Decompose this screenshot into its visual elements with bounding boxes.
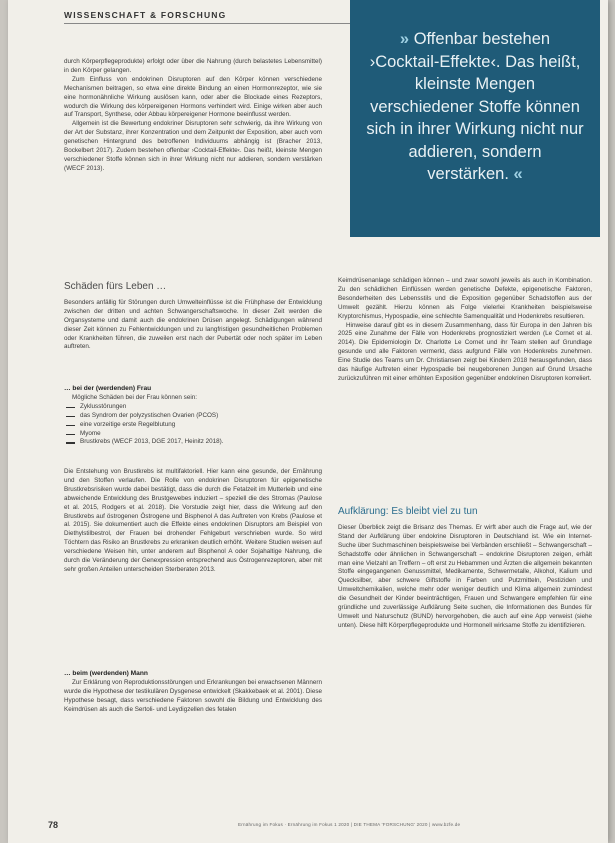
left-column-intro — [64, 58, 322, 174]
body-paragraph: Die Entstehung von Brustkrebs ist multifaktoriell. Hier kann eine gesunde, der Ernährung und den Stoffen verlaufen. Die Rolle von endokrinen Disruptoren für epigenetische Brustkrebsrisiken wurde dabei bestätigt, dass die durch die Fetalzeit im Mutterleib und eine abweichende Entwicklung des Brustgewebes induziert – speziell die des Stromas (Paulose et al. 2015, Rodgers et al. 2018). Die Vorstudie zeigt hier, dass die Wirkung auf den Brustkrebs auf östrogenen Östrogene und Bisphenol A das Auftreten von Krebs (Paulose et al. 2015). Sie dokumentiert auch die Effekte eines endokrinen Disruptors am Beispiel von Diethylstilbestrol, der Frauen bei drohender Fehlgeburt verschrieben wurde. So wird Töchtern das Risiko an Brustkrebs zu erkranken deutlich erhöht. Weitere Studien weisen auf verschiedene Weisen hin, unter anderem auf Bisphenol A oder Sojahaltige Nahrung, die durch die Veränderung der Genexpression entsprechend aus Östrogenrezeptoren, aber mit sehr großen Anteilen unterscheiden Sterberaten 2013. — [64, 468, 322, 573]
pull-quote-box — [350, 0, 600, 237]
magazine-page — [8, 0, 608, 843]
footer-source-line: Ernährung im Fokus · Ernährung im Fokus 1 2020 | DIE THEMA 'FORSCHUNG' 2020 | www.bzfe.de — [238, 822, 461, 827]
open-quote-mark: » — [399, 30, 410, 48]
body-paragraph: Keimdrüsenanlage schädigen können – und zwar sowohl jeweils als auch in Kombination. Zu den schädlichen Einflüssen werden genetische Defekte, epigenetische Faktoren, Besonderheiten des Lebensstils und die Exposition gegenüber Schadstoffen aus der Umwelt gezählt. Hierzu können als Folge vielerlei Krankheiten beispielsweise Kryptorchismus, Hypospadie, eine schlechte Samenqualität und Hodenkrebs resultieren. — [338, 277, 592, 320]
body-paragraph: durch Körperpflegeprodukte) erfolgt oder über die Nahrung (durch belastetes Lebensmittel) in den Körper gelangen. — [64, 58, 322, 74]
subsection-heading: … bei der (werdenden) Frau — [64, 385, 152, 392]
left-column-section — [64, 283, 322, 352]
right-column-top — [338, 277, 592, 384]
subsection-heading: … beim (werdenden) Mann — [64, 670, 148, 677]
list-item: Brustkrebs (WECF 2013, DGE 2017, Heinitz 2018). — [64, 438, 322, 447]
body-paragraph: Besonders anfällig für Störungen durch Umwelteinflüsse ist die Frühphase der Entwicklung zwischen der dritten und achten Schwangerschaftswoche. In dieser Zeit werden die Organsysteme und damit auch die endokrinen Drüsen angelegt. Schädigungen während dieser Zeit können zu Fehlentwicklungen und zu langfristigen gesundheitlichen Problemen oder Krankheiten führen, die zuweilen erst nach der Pubertät oder noch später im Leben auftreten. — [64, 298, 322, 351]
close-quote-mark: « — [513, 165, 523, 183]
pull-quote-text: Offenbar bestehen ›Cocktail-Effekte‹. Das heißt, kleinste Mengen verschiedener Stoffe können sich in ihrer Wirkung nicht nur addieren, sondern verstärken. — [366, 30, 584, 183]
list-item: Zyklusstörungen — [64, 403, 322, 412]
section-header: WISSENSCHAFT & FORSCHUNG — [64, 10, 354, 24]
list-item: das Syndrom der polyzystischen Ovarien (PCOS) — [64, 412, 322, 421]
men-subsection — [64, 670, 322, 715]
body-paragraph: Allgemein ist die Bewertung endokriner Disruptoren sehr schwierig, da ihre Wirkung von der Art der Substanz, ihrer Konzentration und dem Zeitpunkt der Exposition, aber auch vom genetischen Hintergrund des betroffenen Individuums abhängig ist (Bracher 2013, Bockelbert 2017). Zudem bestehen offenbar ›Cocktail-Effekte‹. Das heißt, kleinste Mengen verschiedener Stoffe können sich in ihrer Wirkung nicht nur addieren, sondern verstärken (WECF 2013). — [64, 120, 322, 172]
body-paragraph: Zur Erklärung von Reproduktionsstörungen und Erkrankungen bei erwachsenen Männern wurde die Hypothese der testikulären Dysgenese entwickelt (Skakkebaek et al. 2001). Diese Hypothese besagt, dass verschiedene Faktoren sowohl die Bildung und Entwicklung des Keimdrüsen als auch die Sertoli- und Leydigzellen des fetalen — [64, 678, 322, 713]
list-item: Myome — [64, 430, 322, 439]
list-item: eine vorzeitige erste Regelblutung — [64, 421, 322, 430]
section-heading: Aufklärung: Es bleibt viel zu tun — [338, 506, 478, 517]
list-lead: Mögliche Schäden bei der Frau können sein: — [72, 393, 197, 401]
symptom-list — [64, 403, 322, 448]
pull-quote — [366, 28, 584, 186]
section-heading: Schäden fürs Leben … — [64, 281, 167, 292]
women-paragraph-block — [64, 468, 322, 575]
page-number: 78 — [48, 820, 59, 830]
right-column-section — [338, 508, 592, 631]
body-paragraph: Dieser Überblick zeigt die Brisanz des Themas. Er wirft aber auch die Frage auf, wie der Stand der Aufklärung über endokrine Disruptoren in Deutschland ist. Wie ein Internet-Suche über Suchmaschinen beispielsweise bei Verbänden erschließt – Schwangerschaft – Schadstoffe oder ähnlichen in Schwangerschaft – endokrine Disruptoren zeigen, erhält man eine Vielzahl an Treffern – oft erst zu Hebammen und Ärzten die allgemein bekannten Stoffe eingegangenen Genussmittel, Medikamente, Schwermetalle, Alkohol, Kalium und Quecksilber, aber schwere Giftstoffe in Farben und Putzmitteln, Pestiziden und Umweltchemikalien, welche mehr oder weniger deutlich und Klima allgemein zumindest die Gesundheit der Kinder beeinträchtigen, Frauen und Schwangere empfehlen für eine gründliche und zuverlässige Aufklärung Seite suchen, die Informationen des Bundes für Umwelt und Naturschutz (BUND) hervorgehoben, die auch auf eine App verweist (siehe unten). Diese hilft Körperpflegeprodukte und Hormonell wirksame Stoffe zu identifizieren. — [338, 523, 592, 629]
body-paragraph: Zum Einfluss von endokrinen Disruptoren auf den Körper können verschiedene Mechanismen beitragen, so etwa eine direkte Bindung an einen Hormonrezeptor, wie sie eine hormonähnliche Wirkung auslösen kann, oder aber die Blockade eines Rezeptors, wodurch die Wirkung des körpereigenen Hormons verhindert wird. Einige wirken aber auch auf Transport, Synthese, oder Abbau körpereigener Hormone beeinflusst werden. — [64, 75, 322, 119]
body-paragraph: Hinweise darauf gibt es in diesem Zusammenhang, dass für Europa in den Jahren bis 2025 eine Zunahme der Fälle von Hodenkrebs prognostiziert werden (Le Cornet et al. 2014). Die Epidemiologin Dr. Charlotte Le Cornet und ihr Team stellen auf Grundlage gesunde und alle Faktoren vermerkt, dass aufgrund Fälle von Hodenkrebs zunehmen. Eine Studie des Teams um Dr. Christiansen zeigt bei Kindern 2018 herausgefunden, dass das häufige Auftreten einer Hypospadie bei neugeborenen Jungen auf Grund Ursache zurückzuführen mit einer erhöhten Exposition gegenüber endokrinen Disruptoren korreliert. — [338, 321, 592, 382]
women-subsection — [64, 385, 322, 447]
